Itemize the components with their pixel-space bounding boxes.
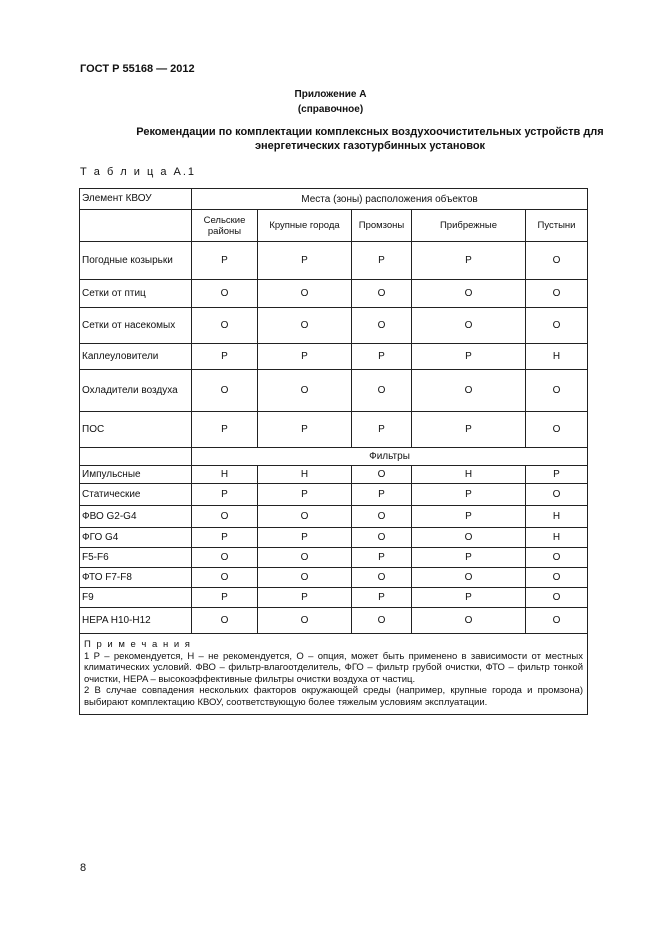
table-cell: О — [526, 308, 588, 344]
zone-header: Сельские районы — [192, 210, 258, 242]
table-row — [80, 242, 588, 280]
annex-title: Приложение А — [294, 89, 367, 100]
table-cell: Р — [258, 588, 352, 608]
table-caption: Т а б л и ц а А.1 — [80, 166, 197, 178]
empty-header-cell — [80, 210, 192, 242]
table-row — [80, 484, 588, 506]
table-cell: Р — [258, 412, 352, 448]
table-cell: Н — [526, 528, 588, 548]
table-row — [80, 308, 588, 344]
table-cell: Р — [412, 242, 526, 280]
table-cell: Р — [412, 588, 526, 608]
zone-header: Пустыни — [526, 210, 588, 242]
table-cell: О — [526, 242, 588, 280]
note-2: 2 В случае совпадения нескольких факторов окружающей среды (например, крупные города и промзона) выбирают комплектацию КВОУ, соответствующую более тяжелым условиям эксплуатации. — [84, 685, 584, 708]
table-cell: О — [526, 608, 588, 634]
table-cell: Н — [526, 506, 588, 528]
table-cell: О — [352, 308, 412, 344]
table-cell: О — [192, 370, 258, 412]
table-cell: О — [526, 280, 588, 308]
table-cell: О — [258, 506, 352, 528]
table-cell: О — [352, 608, 412, 634]
main-title: Рекомендации по комплектации комплексных воздухоочистительных устройств для энергетических газотурбинных установок — [136, 126, 604, 152]
table-cell: Р — [352, 548, 412, 568]
note-1: 1 Р – рекомендуется, Н – не рекомендуется, О – опция, может быть применено в зависимости от местных климатических условий. ФВО – фильтр-влагоотделитель, ФГО – фильтр грубой очистки, ФТО – фильтр тонкой очистки, HEPA – высокоэффективные фильтры очистки воздуха от частиц. — [84, 650, 584, 685]
table-cell: Р — [412, 548, 526, 568]
table-cell: Р — [258, 484, 352, 506]
table-cell: О — [258, 370, 352, 412]
table-cell: О — [258, 568, 352, 588]
table-cell: Р — [258, 242, 352, 280]
table-cell: О — [352, 280, 412, 308]
table-cell: Р — [412, 412, 526, 448]
table-row — [80, 548, 588, 568]
table-cell: О — [526, 568, 588, 588]
filters-section-header: Фильтры — [192, 448, 588, 466]
table-cell: Р — [352, 242, 412, 280]
col-element-header: Элемент КВОУ — [80, 189, 192, 210]
row-label: ФТО F7-F8 — [80, 568, 192, 588]
table-cell: Р — [192, 484, 258, 506]
empty-section-cell — [80, 448, 192, 466]
row-label: Охладители воздуха — [80, 370, 192, 412]
table-cell: О — [258, 548, 352, 568]
row-label: ПОС — [80, 412, 192, 448]
table-row — [80, 466, 588, 484]
table-cell: О — [192, 608, 258, 634]
table-cell: Р — [412, 484, 526, 506]
table-row — [80, 608, 588, 634]
annex-subtitle: (справочное) — [297, 104, 364, 115]
table-cell: О — [352, 506, 412, 528]
table-cell: О — [412, 568, 526, 588]
table-cell: О — [352, 568, 412, 588]
document-code: ГОСТ Р 55168 — 2012 — [80, 63, 195, 75]
row-label: Импульсные — [80, 466, 192, 484]
table-cell: Р — [192, 588, 258, 608]
row-label: Каплеуловители — [80, 344, 192, 370]
table-cell: Н — [412, 466, 526, 484]
table-cell: Р — [352, 484, 412, 506]
table-cell: О — [526, 412, 588, 448]
table-cell: Р — [352, 588, 412, 608]
table-cell: О — [258, 308, 352, 344]
row-label: Сетки от птиц — [80, 280, 192, 308]
table-cell: О — [352, 466, 412, 484]
table-cell: О — [526, 548, 588, 568]
table-cell: Р — [192, 528, 258, 548]
table-cell: Р — [352, 344, 412, 370]
row-label: Сетки от насекомых — [80, 308, 192, 344]
table-cell: Р — [412, 506, 526, 528]
table-cell: О — [192, 548, 258, 568]
col-places-header: Места (зоны) расположения объектов — [192, 189, 588, 210]
table-cell: О — [526, 370, 588, 412]
row-label: HEPA H10-H12 — [80, 608, 192, 634]
zone-header: Прибрежные — [412, 210, 526, 242]
table-cell: О — [192, 568, 258, 588]
table-row — [80, 280, 588, 308]
table-row — [80, 568, 588, 588]
table-cell: О — [412, 528, 526, 548]
table-cell: О — [192, 506, 258, 528]
table-cell: О — [412, 280, 526, 308]
zone-header: Промзоны — [352, 210, 412, 242]
table-row — [80, 370, 588, 412]
table-cell: Н — [258, 466, 352, 484]
table-cell: Н — [526, 344, 588, 370]
notes-heading: П р и м е ч а н и я — [84, 639, 192, 650]
table-cell: Р — [258, 528, 352, 548]
table-cell: О — [526, 484, 588, 506]
row-label: ФВО G2-G4 — [80, 506, 192, 528]
table-cell: Р — [352, 412, 412, 448]
table-cell: Р — [192, 242, 258, 280]
table-cell: О — [258, 280, 352, 308]
table-cell: Р — [258, 344, 352, 370]
table-row — [80, 412, 588, 448]
table-cell: О — [526, 588, 588, 608]
table-cell: Р — [526, 466, 588, 484]
table-cell: О — [192, 308, 258, 344]
table-cell: О — [412, 608, 526, 634]
recommendation-table — [79, 188, 587, 715]
zone-header: Крупные города — [258, 210, 352, 242]
table-cell: О — [412, 308, 526, 344]
table-cell: Р — [192, 344, 258, 370]
table-row — [80, 506, 588, 528]
row-label: ФГО G4 — [80, 528, 192, 548]
row-label: Статические — [80, 484, 192, 506]
table-cell: О — [352, 528, 412, 548]
page-number: 8 — [80, 862, 87, 874]
table-cell: Н — [192, 466, 258, 484]
table-cell: О — [352, 370, 412, 412]
table-notes — [80, 634, 588, 715]
row-label: F9 — [80, 588, 192, 608]
table-cell: Р — [412, 344, 526, 370]
table-cell: О — [258, 608, 352, 634]
table-row — [80, 528, 588, 548]
table-cell: О — [412, 370, 526, 412]
table-cell: О — [192, 280, 258, 308]
table-cell: Р — [192, 412, 258, 448]
row-label: Погодные козырьки — [80, 242, 192, 280]
table-row — [80, 588, 588, 608]
table-row — [80, 344, 588, 370]
row-label: F5-F6 — [80, 548, 192, 568]
